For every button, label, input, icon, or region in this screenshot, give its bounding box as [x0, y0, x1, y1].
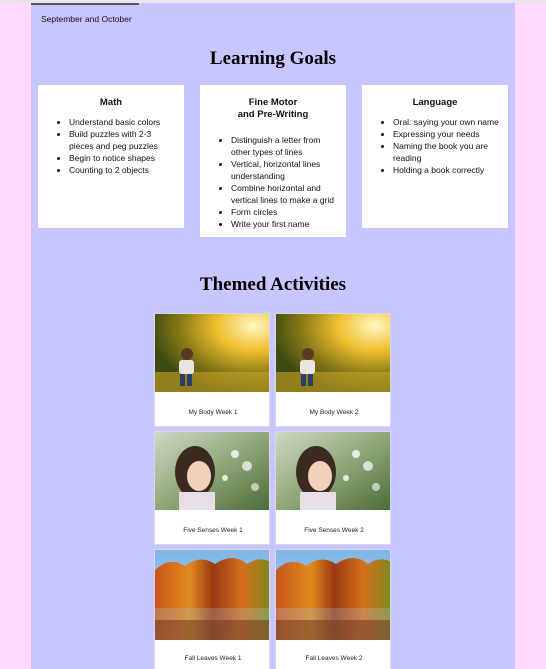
goal-item: • Holding a book correctly [393, 164, 500, 176]
activity-card-my-body-week-1[interactable] [154, 313, 270, 427]
goal-item: • Expressing your needs [393, 128, 500, 140]
themed-activities-title: Themed Activities [199, 274, 347, 295]
goal-card-math [38, 85, 184, 228]
boy-running-image [155, 314, 270, 392]
goal-item: • Vertical, horizontal lines understanding [231, 158, 338, 182]
activity-card-fall-leaves-week-1[interactable] [154, 549, 270, 669]
autumn-trees-image [155, 550, 270, 640]
goal-card-heading: Math [99, 97, 123, 108]
goal-list [46, 116, 176, 176]
girl-smelling-flowers-image [155, 432, 270, 510]
goal-item: • Counting to 2 objects [69, 164, 176, 176]
activity-caption: My Body Week 1 [188, 409, 238, 416]
goal-card-language [362, 85, 508, 228]
goal-list [208, 134, 338, 230]
activity-card-five-senses-week-2[interactable] [275, 431, 391, 545]
activity-caption: Five Senses Week 2 [304, 527, 364, 534]
goal-card-heading: Language [412, 97, 458, 108]
boy-running-image [276, 314, 391, 392]
goal-item: • Build puzzles with 2-3 pieces and peg puzzles [69, 128, 176, 152]
activity-caption: My Body Week 2 [309, 409, 359, 416]
goal-item: • Combine horizontal and vertical lines to make a grid [231, 182, 338, 206]
page-content [31, 3, 515, 669]
tab-indicator [31, 3, 139, 5]
activity-card-my-body-week-2[interactable] [275, 313, 391, 427]
goal-item: • Distinguish a letter from other types of lines [231, 134, 338, 158]
date-range-label: September and October [41, 14, 132, 24]
girl-smelling-flowers-image [276, 432, 391, 510]
activity-card-five-senses-week-1[interactable] [154, 431, 270, 545]
goal-item: • Naming the book you are reading [393, 140, 500, 164]
activity-card-fall-leaves-week-2[interactable] [275, 549, 391, 669]
goal-item: • Oral: saying your own name [393, 116, 500, 128]
goal-item: • Form circles [231, 206, 338, 218]
goal-item: • Begin to notice shapes [69, 152, 176, 164]
learning-goals-title: Learning Goals [209, 48, 337, 69]
top-border [0, 0, 546, 2]
goal-card-fine-motor [200, 85, 346, 237]
goal-list [370, 116, 500, 176]
activity-caption: Fall Leaves Week 1 [184, 655, 242, 662]
activity-caption: Five Senses Week 1 [183, 527, 243, 534]
goal-item: • Write your first name [231, 218, 338, 230]
goal-card-heading: Fine Motor and Pre-Writing [237, 97, 309, 120]
goal-item: • Understand basic colors [69, 116, 176, 128]
autumn-trees-image [276, 550, 391, 640]
activity-caption: Fall Leaves Week 2 [305, 655, 363, 662]
